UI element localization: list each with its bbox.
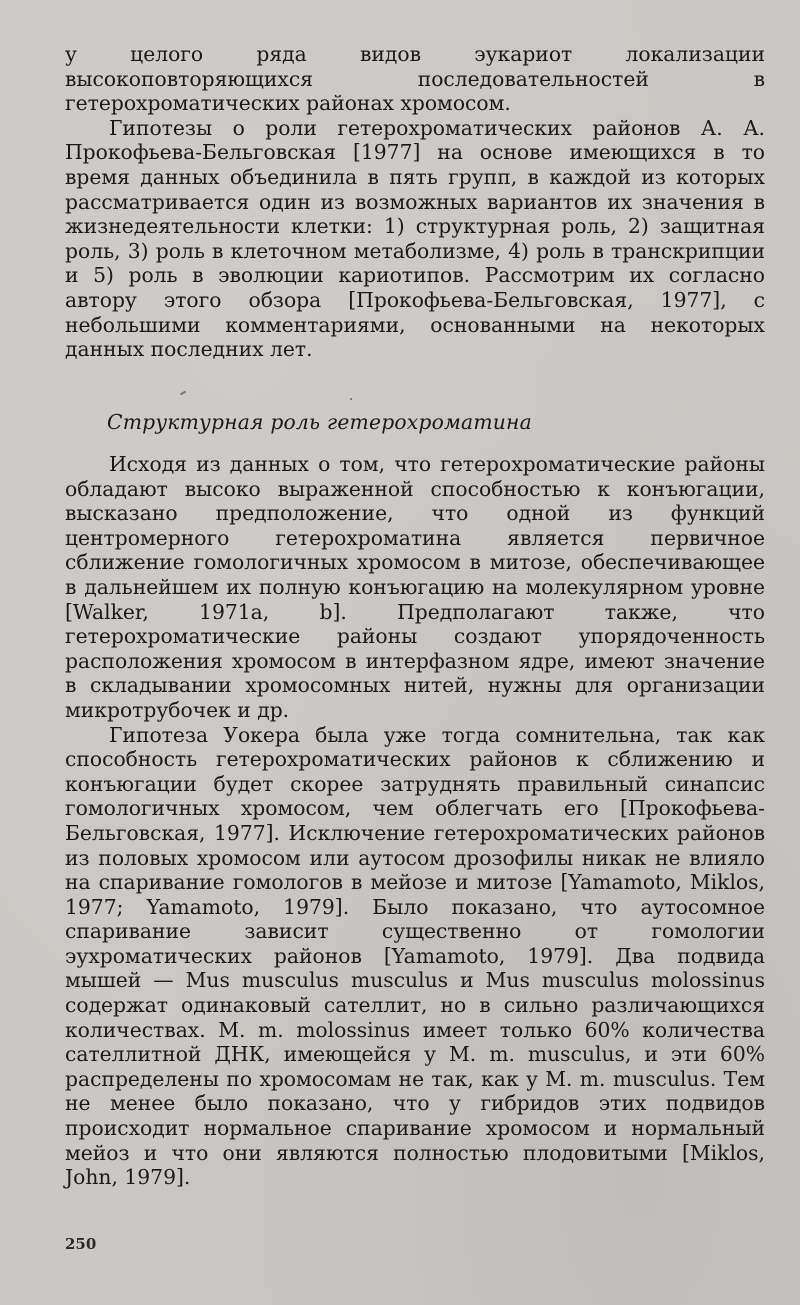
paragraph-continuation: у целого ряда видов эукариот локализации высокоповторяющихся последовательностей в гетерохроматических районах хромосом. — [65, 42, 765, 116]
paragraph-structural-role: Исходя из данных о том, что гетерохроматические районы обладают высоко выраженной способностью к конъюгации, высказано предположение, что одной из функций центромерного гетерохроматина является первичное сближение гомологичных хромосом в митозе, обеспечивающее в дальнейшем их полную конъюгацию на молекулярном уровне [Walker, 1971a, b]. Предполагают также, что гетерохроматические районы создают упорядоченность расположения хромосом в интерфазном ядре, имеют значение в складывании хромосомных нитей, нужны для организации микротрубочек и др. — [65, 452, 765, 722]
paragraph-walker-hypothesis: Гипотеза Уокера была уже тогда сомнительна, так как способность гетерохроматических районов к сближению и конъюгации будет скорее затруднять правильный синапсис гомологичных хромосом, чем облегчать его [Прокофьева-Бельговская, 1977]. Исключение гетерохроматических районов из половых хромосом или аутосом дрозофилы никак не влияло на спаривание гомологов в мейозе и митозе [Yamamoto, Miklos, 1977; Yamamoto, 1979]. Было показано, что аутосомное спаривание зависит существенно от гомологии эухроматических районов [Yamamoto, 1979]. Два подвида мышей — Mus musculus musculus и Mus musculus molossinus содержат одинаковый сателлит, но в сильно различающихся количествах. M. m. molossinus имеет только 60% количества сателлитной ДНК, имеющейся у M. m. musculus, и эти 60% распределены по хромосомам не так, как у M. m. musculus. Тем не менее было показано, что у гибридов этих подвидов происходит нормальное спаривание хромосом и нормальный мейоз и что они являются полностью плодовитыми [Miklos, John, 1979]. — [65, 722, 765, 1190]
print-speck — [180, 391, 186, 396]
intro-text-block — [65, 42, 765, 362]
section-heading: Структурная роль гетерохроматина — [107, 410, 532, 434]
print-speck — [350, 398, 352, 400]
paragraph-hypotheses: Гипотезы о роли гетерохроматических районов А. А. Прокофьева-Бельговская [1977] на основе имеющихся в то время данных объединила в пять групп, в каждой из которых рассматривается один из возможных вариантов их значения в жизнедеятельности клетки: 1) структурная роль, 2) защитная роль, 3) роль в клеточном метаболизме, 4) роль в транскрипции и 5) роль в эволюции кариотипов. Рассмотрим их согласно автору этого обзора [Прокофьева-Бельговская, 1977], с небольшими комментариями, основанными на некоторых данных последних лет. — [65, 115, 765, 362]
section-text-block — [65, 452, 765, 1190]
page-number: 250 — [65, 1235, 97, 1253]
